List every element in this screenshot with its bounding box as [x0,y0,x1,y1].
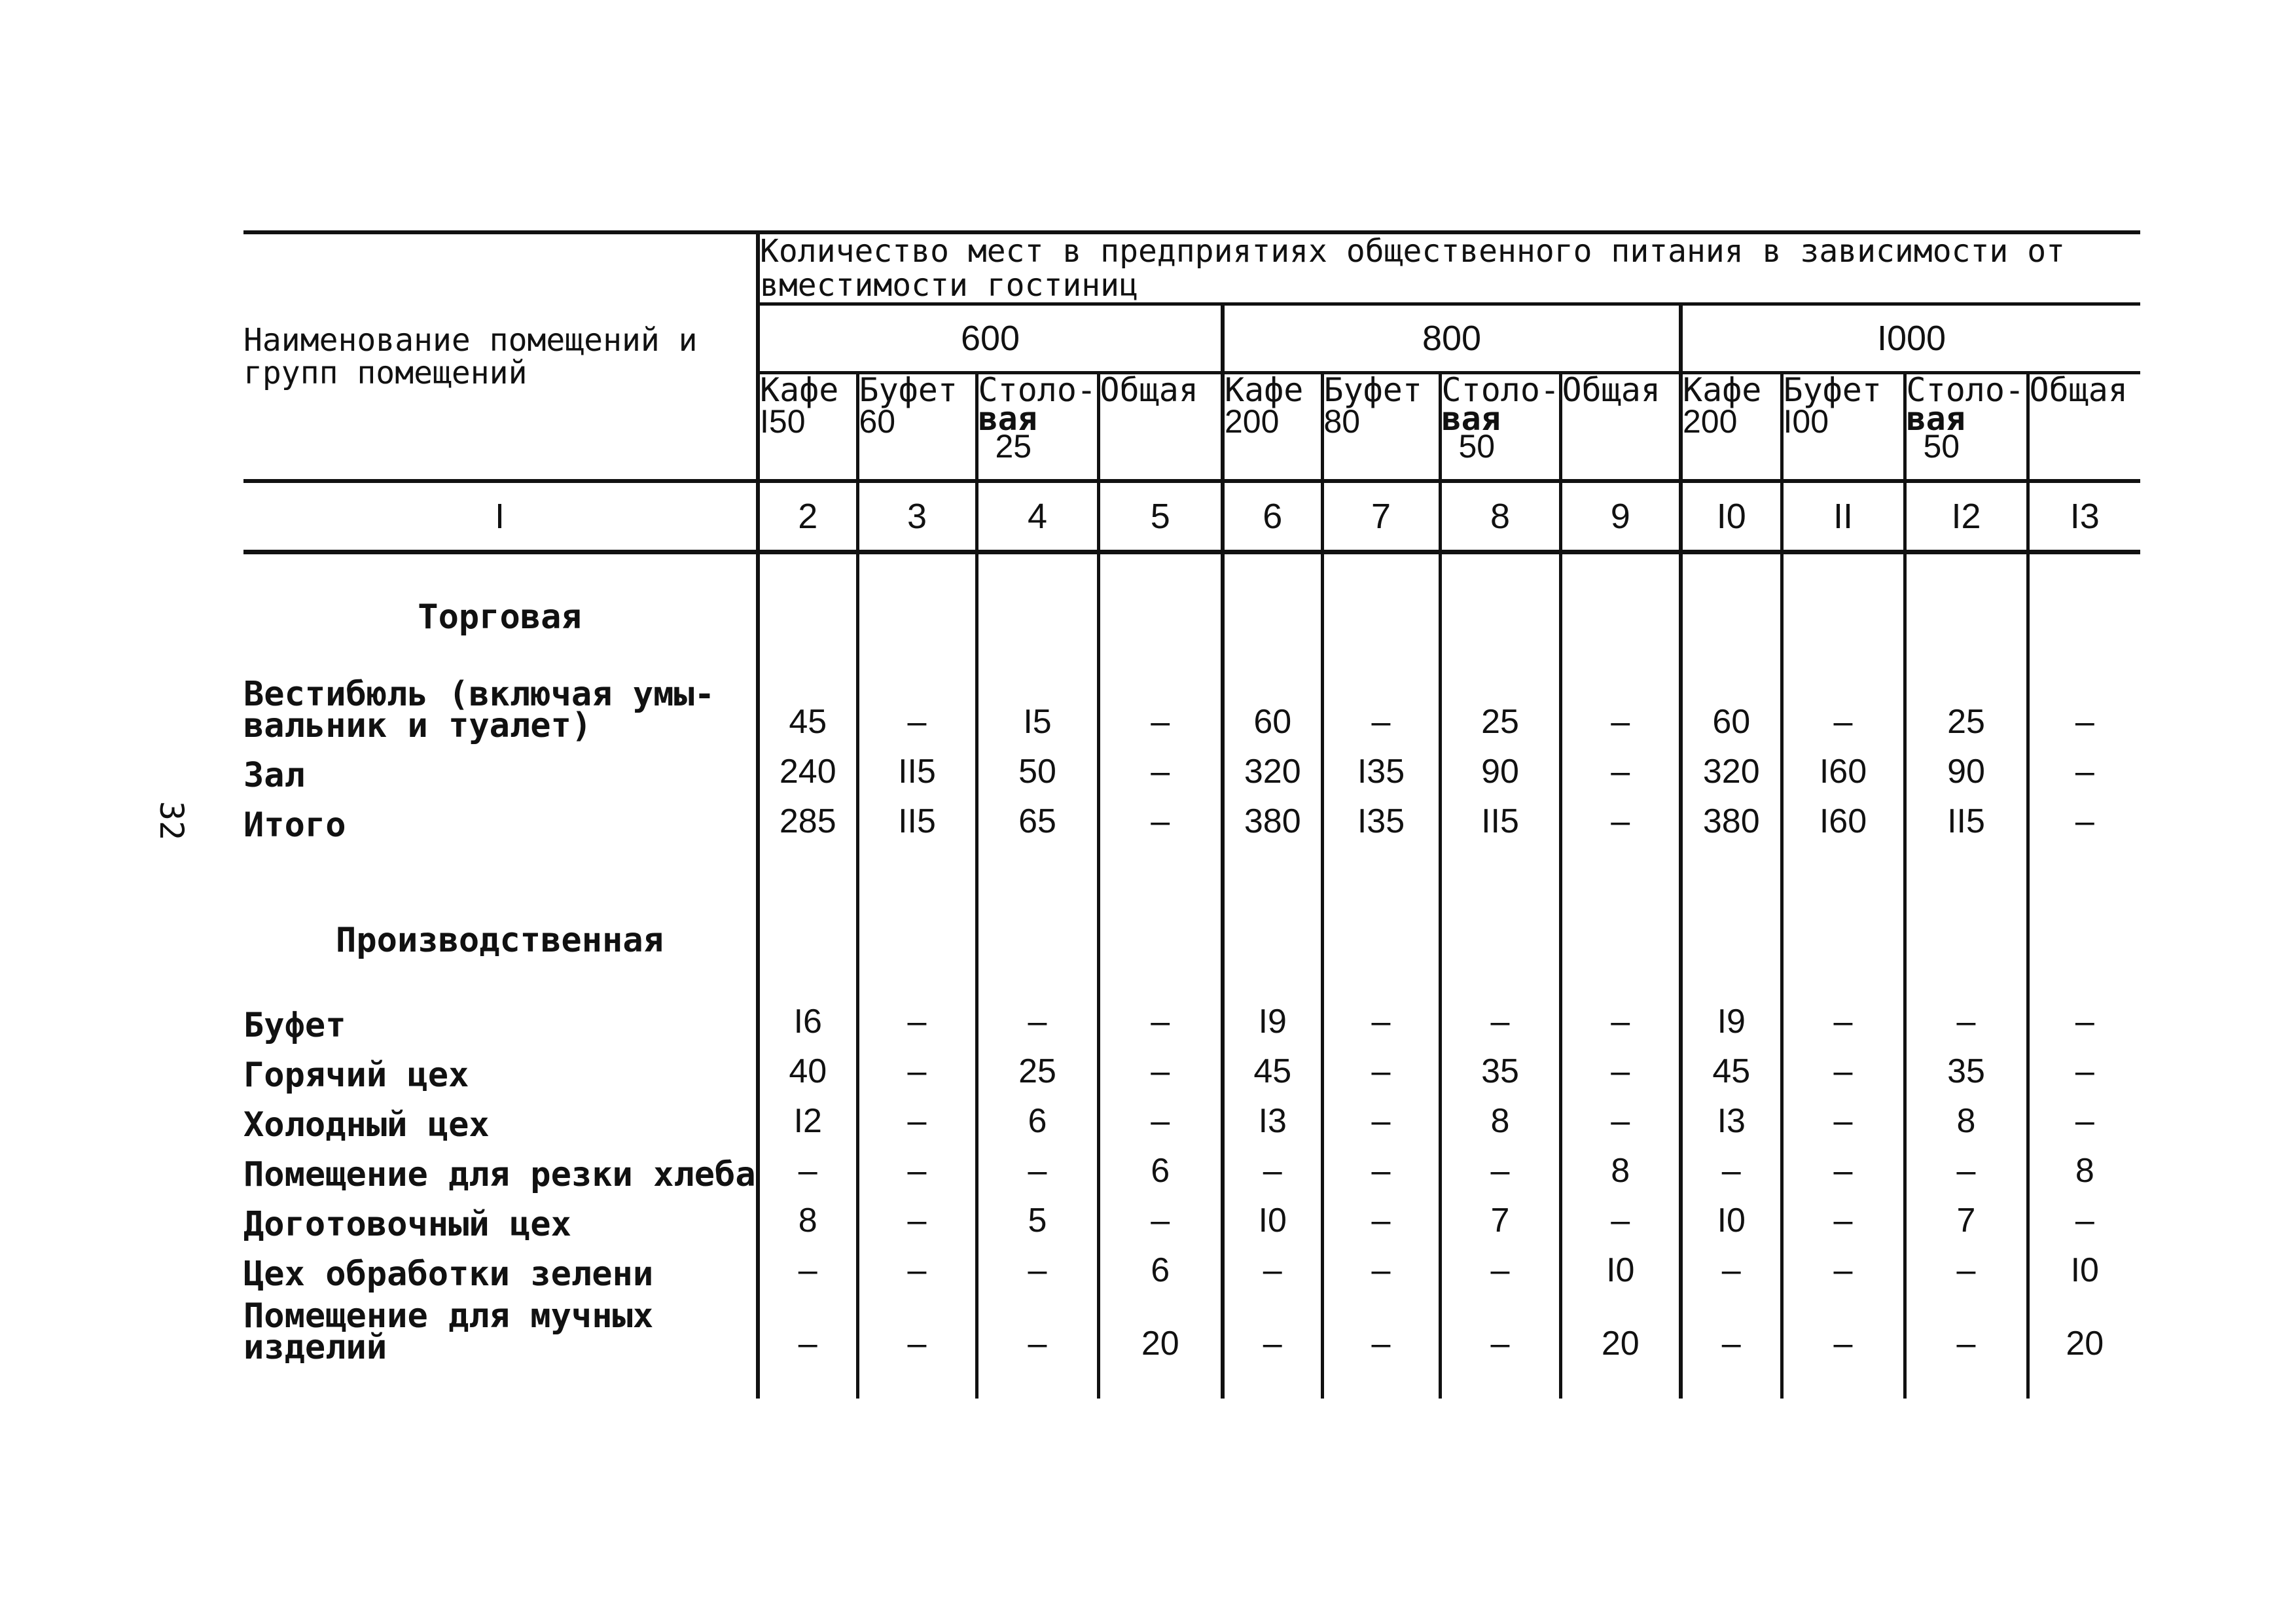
value-cell: 45 [1681,1041,1782,1091]
value-cell: I3 [1681,1091,1782,1141]
value-cell: – [1440,991,1560,1041]
value-cell: 5 [977,1190,1098,1240]
value-cell: – [1322,1091,1440,1141]
value-cell: I3 [1223,1091,1322,1141]
value-cell: – [2028,1091,2140,1141]
value-cell: 320 [1223,741,1322,791]
empty-cell [1098,1363,1223,1399]
value-cell: I0 [1681,1190,1782,1240]
empty-cell [857,956,977,991]
value-cell: – [1322,1141,1440,1190]
empty-cell [1223,633,1322,668]
enterprise-type-header [1440,373,1560,482]
value-cell: 285 [758,791,857,841]
enterprise-type-label: Столо- [978,371,1097,409]
value-cell: – [758,1240,857,1290]
value-cell: – [1782,1091,1905,1141]
empty-cell [1560,1363,1681,1399]
enterprise-seats: I00 [1783,403,1829,440]
value-cell: 35 [1440,1041,1560,1091]
value-cell: 90 [1905,741,2028,791]
value-cell: – [857,668,977,741]
value-cell: – [2028,668,2140,741]
value-cell: 20 [2028,1290,2140,1363]
empty-cell [1681,633,1782,668]
value-cell: 45 [758,668,857,741]
rooms-table [243,230,2140,1399]
value-cell: I60 [1782,741,1905,791]
enterprise-type-label-cont: вая [1441,400,1501,438]
enterprise-type-header [1322,373,1440,482]
empty-cell [1782,878,1905,956]
empty-cell [857,633,977,668]
enterprise-type-header [1681,373,1782,482]
value-cell: – [1560,791,1681,841]
empty-cell [1440,633,1560,668]
empty-cell [1681,552,1782,633]
value-cell: II5 [1440,791,1560,841]
value-cell: – [1322,668,1440,741]
empty-cell [1098,633,1223,668]
empty-cell [1322,552,1440,633]
empty-cell [1905,633,2028,668]
room-name: Доготовочный цех [243,1205,571,1244]
enterprise-type-label: Кафе [1683,371,1762,409]
room-name: Цех обработки зелени [243,1255,654,1294]
value-cell: – [2028,791,2140,841]
empty-cell [243,633,758,668]
value-cell: – [2028,991,2140,1041]
value-cell: – [857,1091,977,1141]
empty-cell [1782,1363,1905,1399]
value-cell: – [2028,1041,2140,1091]
empty-cell [1782,841,1905,878]
enterprise-type-header [2028,373,2140,482]
empty-cell [1681,1363,1782,1399]
enterprise-type-label: Общая [1562,371,1661,409]
value-cell: 6 [977,1091,1098,1141]
value-cell: – [1782,1290,1905,1363]
value-cell: 8 [1440,1091,1560,1141]
enterprise-type-label-cont: вая [1906,400,1965,438]
table-row [243,1190,2140,1240]
table-row [243,1290,2140,1363]
room-name: Холодный цех [243,1105,490,1145]
table-row [243,1141,2140,1190]
value-cell: – [1098,741,1223,791]
value-cell: – [1782,1240,1905,1290]
value-cell: – [1905,1141,2028,1190]
value-cell: 40 [758,1041,857,1091]
empty-cell [758,1363,857,1399]
enterprise-seats: I50 [760,403,806,440]
capacity-800: 800 [1223,304,1681,373]
empty-cell [857,841,977,878]
value-cell: I0 [1560,1240,1681,1290]
empty-cell [1440,956,1560,991]
value-cell: – [1223,1141,1322,1190]
value-cell: – [1322,1190,1440,1240]
empty-cell [1560,633,1681,668]
value-cell: – [1681,1141,1782,1190]
empty-cell [1098,552,1223,633]
enterprise-type-label: Столо- [1441,371,1560,409]
value-cell: I2 [758,1091,857,1141]
value-cell: – [1440,1141,1560,1190]
empty-cell [1681,878,1782,956]
value-cell: 20 [1560,1290,1681,1363]
enterprise-type-header [1782,373,1905,482]
value-cell: 8 [758,1190,857,1240]
enterprise-type-label: Столо- [1906,371,2025,409]
value-cell: – [977,991,1098,1041]
empty-cell [1098,841,1223,878]
column-number: 2 [758,481,857,552]
empty-cell [1560,878,1681,956]
value-cell: – [977,1240,1098,1290]
empty-cell [1905,878,2028,956]
value-cell: – [1905,1240,2028,1290]
table-row [243,791,2140,841]
empty-cell [1905,841,2028,878]
section-title: Производственная [336,921,664,960]
enterprise-seats: 60 [859,403,896,440]
value-cell: – [977,1141,1098,1190]
enterprise-type-label: Буфет [1783,371,1882,409]
empty-cell [1905,956,2028,991]
value-cell: – [1098,668,1223,741]
value-cell: I6 [758,991,857,1041]
empty-cell [2028,956,2140,991]
empty-cell [977,878,1098,956]
room-name: Итого [243,806,346,845]
value-cell: 7 [1440,1190,1560,1240]
value-cell: – [1223,1240,1322,1290]
value-cell: 60 [1681,668,1782,741]
value-cell: – [758,1290,857,1363]
value-cell: 8 [1560,1141,1681,1190]
value-cell: – [1681,1290,1782,1363]
empty-cell [857,552,977,633]
empty-cell [1782,956,1905,991]
value-cell: I60 [1782,791,1905,841]
empty-cell [1440,552,1560,633]
value-cell: 45 [1223,1041,1322,1091]
value-cell: – [758,1141,857,1190]
enterprise-type-header [1560,373,1681,482]
value-cell: I5 [977,668,1098,741]
empty-cell [1322,878,1440,956]
enterprise-type-label-cont: вая [978,400,1037,438]
table-body [243,552,2140,1399]
empty-cell [857,1363,977,1399]
enterprise-type-label: Общая [2029,371,2128,409]
empty-cell [1098,878,1223,956]
enterprise-type-label: Общая [1100,371,1199,409]
enterprise-type-header [758,373,857,482]
value-cell: – [1681,1240,1782,1290]
room-name: Горячий цех [243,1056,469,1095]
value-cell: II5 [1905,791,2028,841]
value-cell: I9 [1223,991,1322,1041]
name-column-header [243,232,758,481]
empty-cell [977,552,1098,633]
value-cell: – [857,1290,977,1363]
empty-cell [1440,1363,1560,1399]
enterprise-seats: 25 [995,428,1032,465]
value-cell: – [1322,1290,1440,1363]
empty-cell [1098,956,1223,991]
empty-cell [1440,878,1560,956]
value-cell: – [1098,1190,1223,1240]
column-number: I [243,481,758,552]
column-number: 6 [1223,481,1322,552]
value-cell: 50 [977,741,1098,791]
section-title: Торговая [418,597,582,637]
column-number: 8 [1440,481,1560,552]
empty-cell [1223,956,1322,991]
value-cell: 240 [758,741,857,791]
value-cell: 25 [977,1041,1098,1091]
value-cell: 90 [1440,741,1560,791]
table-row [243,1240,2140,1290]
empty-cell [1681,841,1782,878]
table-row [243,1091,2140,1141]
room-name: Буфет [243,1006,346,1045]
empty-cell [1560,956,1681,991]
column-number: 4 [977,481,1098,552]
empty-cell [977,1363,1098,1399]
value-cell: 60 [1223,668,1322,741]
column-number: 9 [1560,481,1681,552]
empty-cell [1782,633,1905,668]
value-cell: 20 [1098,1290,1223,1363]
empty-cell [1322,633,1440,668]
empty-cell [1905,552,2028,633]
value-cell: – [2028,1190,2140,1240]
value-cell: – [857,1041,977,1091]
value-cell: I0 [1223,1190,1322,1240]
empty-cell [1223,1363,1322,1399]
section-row [243,878,2140,956]
value-cell: – [1560,741,1681,791]
empty-cell [758,878,857,956]
value-cell: 8 [2028,1141,2140,1190]
empty-cell [1782,552,1905,633]
value-cell: – [1782,668,1905,741]
column-number: 5 [1098,481,1223,552]
value-cell: – [857,1190,977,1240]
value-cell: – [1098,991,1223,1041]
column-number: 7 [1322,481,1440,552]
value-cell: 6 [1098,1240,1223,1290]
value-cell: II5 [857,741,977,791]
table-row [243,668,2140,741]
empty-cell [1223,841,1322,878]
empty-cell [758,956,857,991]
value-cell: – [1905,991,2028,1041]
section-row [243,552,2140,633]
empty-cell [977,956,1098,991]
table-row [243,1041,2140,1091]
value-cell: 35 [1905,1041,2028,1091]
empty-cell [243,1363,758,1399]
enterprise-seats: 80 [1323,403,1361,440]
value-cell: – [1782,991,1905,1041]
table-row [243,741,2140,791]
empty-cell [1681,956,1782,991]
value-cell: I35 [1322,741,1440,791]
value-cell: – [1098,1041,1223,1091]
empty-cell [1905,1363,2028,1399]
enterprise-seats: 200 [1683,403,1738,440]
value-cell: I9 [1681,991,1782,1041]
empty-cell [2028,841,2140,878]
value-cell: 7 [1905,1190,2028,1240]
empty-cell [243,841,758,878]
empty-cell [2028,552,2140,633]
value-cell: 320 [1681,741,1782,791]
capacity-600: 600 [758,304,1223,373]
enterprise-type-label: Буфет [859,371,958,409]
value-cell: 65 [977,791,1098,841]
empty-cell [2028,1363,2140,1399]
enterprise-type-header [857,373,977,482]
enterprise-type-header [1223,373,1322,482]
column-number: I0 [1681,481,1782,552]
value-cell: – [1440,1240,1560,1290]
table-header [243,232,2140,552]
empty-cell [1560,552,1681,633]
empty-cell [857,878,977,956]
empty-cell [977,633,1098,668]
empty-cell [977,841,1098,878]
empty-cell [758,841,857,878]
column-number: II [1782,481,1905,552]
page-number: 32 [152,800,191,841]
value-cell: – [1560,1091,1681,1141]
value-cell: – [1322,1240,1440,1290]
value-cell: – [977,1290,1098,1363]
value-cell: – [1098,791,1223,841]
empty-cell [1322,956,1440,991]
name-column-header-text: Наименование помещений и групп помещений [243,322,698,391]
value-cell: – [1098,1091,1223,1141]
value-cell: 380 [1681,791,1782,841]
empty-cell [1560,841,1681,878]
column-number: 3 [857,481,977,552]
empty-cell [1322,841,1440,878]
enterprise-type-header [1098,373,1223,482]
value-cell: – [1322,991,1440,1041]
value-cell: 6 [1098,1141,1223,1190]
value-cell: – [1560,1190,1681,1240]
value-cell: – [1560,668,1681,741]
value-cell: – [2028,741,2140,791]
enterprise-type-label: Кафе [1225,371,1304,409]
empty-cell [1223,878,1322,956]
capacity-1000: I000 [1681,304,2140,373]
column-number: I2 [1905,481,2028,552]
value-cell: – [857,1141,977,1190]
value-cell: – [1322,1041,1440,1091]
value-cell: – [1782,1190,1905,1240]
value-cell: – [1223,1290,1322,1363]
table-title: Количество мест в предприятиях общественного питания в зависимости от вместимости гостиниц [758,232,2140,304]
enterprise-seats: 50 [1458,428,1496,465]
value-cell: 8 [1905,1091,2028,1141]
room-name: Помещение для мучных изделий [243,1296,654,1367]
enterprise-type-label: Буфет [1323,371,1423,409]
value-cell: 25 [1440,668,1560,741]
enterprise-type-header [1905,373,2028,482]
room-name: Зал [243,756,305,795]
room-name: Помещение для резки хлеба [243,1155,756,1194]
value-cell: 380 [1223,791,1322,841]
value-cell: – [1560,991,1681,1041]
empty-cell [2028,633,2140,668]
value-cell: I0 [2028,1240,2140,1290]
value-cell: I35 [1322,791,1440,841]
room-name: Вестибюль (включая умы- вальник и туалет) [243,675,715,745]
empty-cell [1322,1363,1440,1399]
enterprise-type-label: Кафе [760,371,839,409]
value-cell: – [1560,1041,1681,1091]
value-cell: 25 [1905,668,2028,741]
empty-cell [1223,552,1322,633]
enterprise-type-header [977,373,1098,482]
value-cell: – [1905,1290,2028,1363]
value-cell: II5 [857,791,977,841]
value-cell: – [1782,1041,1905,1091]
empty-cell [2028,878,2140,956]
value-cell: – [857,991,977,1041]
empty-cell [758,633,857,668]
value-cell: – [857,1240,977,1290]
empty-cell [1440,841,1560,878]
column-number: I3 [2028,481,2140,552]
enterprise-seats: 50 [1923,428,1960,465]
table-row [243,991,2140,1041]
value-cell: – [1440,1290,1560,1363]
value-cell: – [1782,1141,1905,1190]
empty-cell [758,552,857,633]
empty-cell [243,956,758,991]
enterprise-seats: 200 [1225,403,1280,440]
